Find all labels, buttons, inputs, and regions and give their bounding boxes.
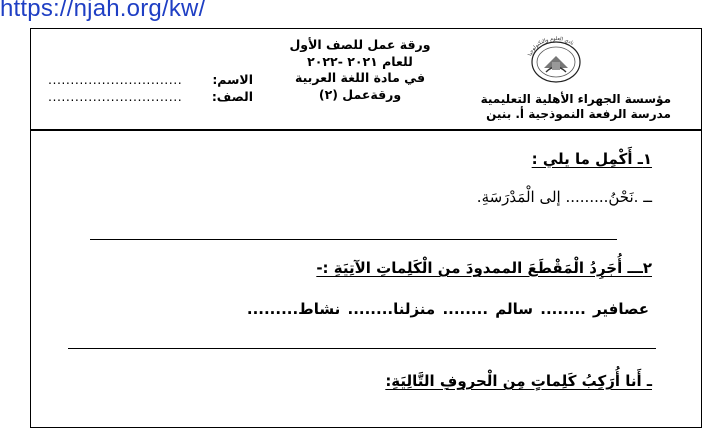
title-line-3: في مادة اللغة العربية [294,70,426,85]
question-3-title: ـ أَنا أُرَكِبُ كَلِماتٍ مِن الْحروفِ التَّالِيَةِ: [385,372,652,390]
question-2-words: عصافير ........ سالم ........ منزلنا........ نشاط......... [246,300,649,318]
answer-line-1[interactable] [90,239,617,240]
school-name [481,92,671,122]
header-divider [30,129,702,131]
title-line-1: ورقة عمل للصف الأول [289,37,431,52]
name-field[interactable]: .............................. [48,72,183,87]
school-logo [522,32,590,86]
logo-text: نادي العلوم والتكنولوجيا [527,35,575,57]
answer-line-2[interactable] [68,348,656,349]
name-label: الاسم: [212,72,253,87]
question-1-sentence: ــ .نَحْنُ......... إلى الْمَدْرَسَةِ. [476,188,652,206]
question-2-title: ٢ـــ أُجَرِدُ الْمَقْطَعَ الممدودَ من الْكَلِماتِ الآتِيَةِ :- [316,259,652,277]
school-line-1: مؤسسة الجهراء الأهلية التعليمية [480,92,671,106]
title-line-4: ورقةعمل (٢) [318,86,402,102]
watermark-url: https://njah.org/kw/ [0,0,206,22]
class-label: الصف: [211,89,253,104]
worksheet-title [270,37,450,103]
class-field[interactable]: .............................. [48,89,183,104]
student-info [48,71,253,105]
title-line-2: للعام ٢٠٢١ -٢٠٢٢ [307,53,413,69]
question-1-title: ١ـ أَكْمِل ما يلي : [531,150,652,168]
school-line-2: مدرسة الرفعة النموذجية أ. بنين [486,107,671,121]
